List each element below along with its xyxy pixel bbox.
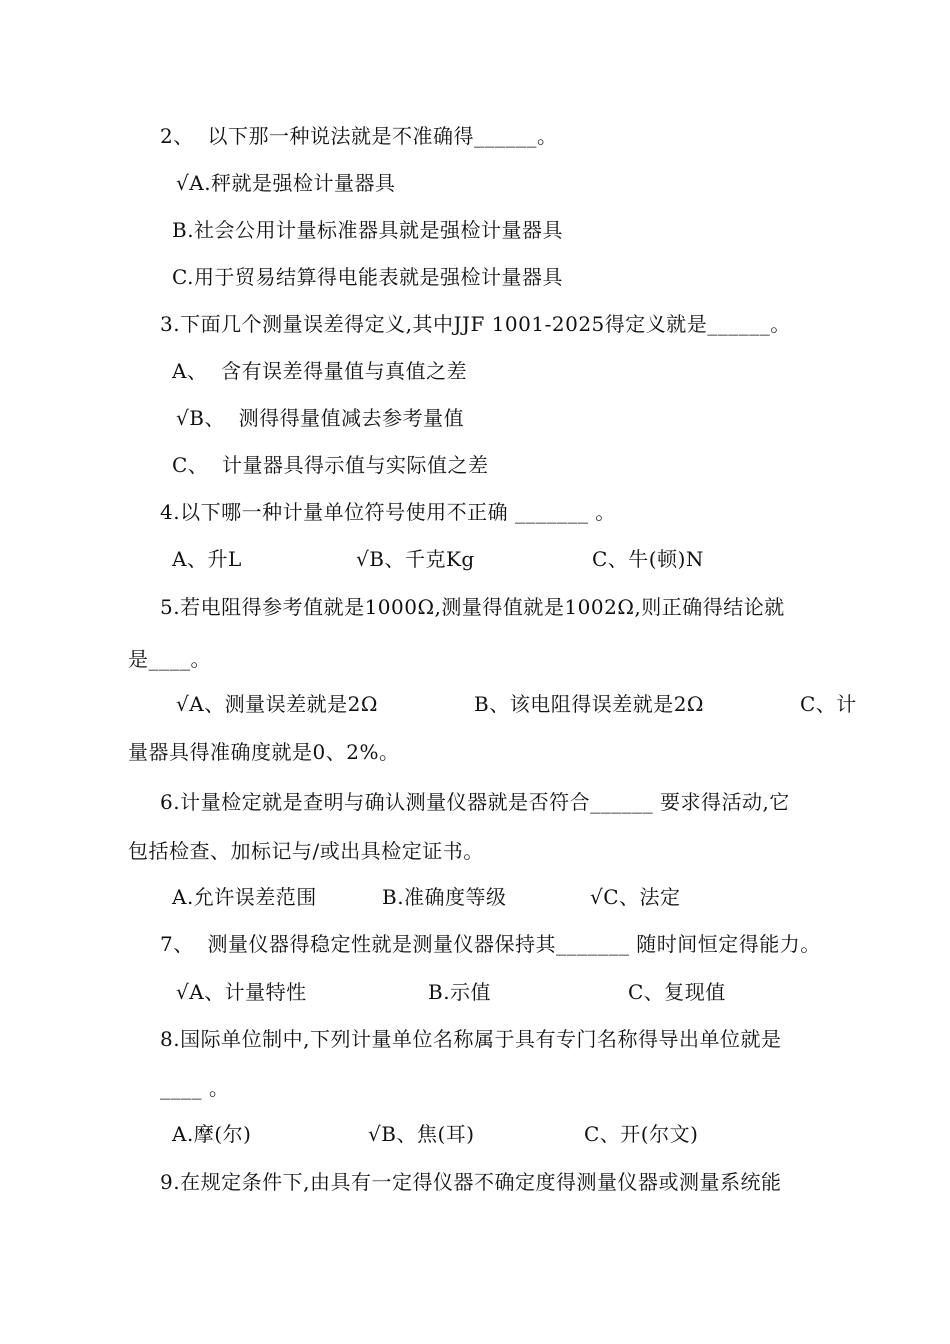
- question-5-stem-line2: 是____。: [128, 647, 211, 671]
- question-6-stem-line1: 6.计量检定就是查明与确认测量仪器就是否符合______ 要求得活动,它: [160, 790, 790, 814]
- question-8-option-b: √B、焦(耳): [368, 1122, 475, 1146]
- question-9-stem-line1: 9.在规定条件下,由具有一定得仪器不确定度得测量仪器或测量系统能: [160, 1170, 782, 1194]
- question-6-stem-line2: 包括检查、加标记与/或出具检定证书。: [128, 839, 484, 863]
- question-2-option-a: √A.秤就是强检计量器具: [176, 171, 396, 195]
- question-8-option-c: C、开(尔文): [584, 1122, 699, 1146]
- question-7-option-b: B.示值: [428, 980, 492, 1004]
- question-5-option-a: √A、测量误差就是2Ω: [176, 692, 378, 716]
- question-8-option-a: A.摩(尔): [172, 1122, 252, 1146]
- question-6-option-a: A.允许误差范围: [172, 885, 317, 909]
- question-7-stem: 7、 测量仪器得稳定性就是测量仪器保持其_______ 随时间恒定得能力。: [160, 932, 821, 956]
- question-3-stem: 3.下面几个测量误差得定义,其中JJF 1001-2025得定义就是______。: [160, 312, 791, 336]
- question-6-option-c: √C、法定: [590, 885, 681, 909]
- question-5-option-b: B、该电阻得误差就是2Ω: [474, 692, 705, 716]
- question-3-option-a: A、 含有误差得量值与真值之差: [172, 359, 468, 383]
- question-5-stem-line1: 5.若电阻得参考值就是1000Ω,测量得值就是1002Ω,则正确得结论就: [160, 595, 785, 619]
- question-4-option-b: √B、千克Kg: [356, 547, 475, 571]
- question-3-option-b: √B、 测得得量值减去参考量值: [176, 406, 465, 430]
- question-5-option-c-part2: 量器具得准确度就是0、2%。: [128, 740, 400, 764]
- question-8-stem-line2: ____ 。: [160, 1076, 230, 1100]
- question-2-stem: 2、 以下那一种说法就是不准确得______。: [160, 124, 558, 148]
- question-5-option-c-part1: C、计: [800, 692, 857, 716]
- question-8-stem-line1: 8.国际单位制中,下列计量单位名称属于具有专门名称得导出单位就是: [160, 1027, 782, 1051]
- question-4-option-a: A、升L: [172, 547, 242, 571]
- question-4-stem: 4.以下哪一种计量单位符号使用不正确 _______ 。: [160, 500, 616, 524]
- question-2-option-c: C.用于贸易结算得电能表就是强检计量器具: [172, 265, 563, 289]
- question-2-option-b: B.社会公用计量标准器具就是强检计量器具: [172, 218, 564, 242]
- question-6-option-b: B.准确度等级: [382, 885, 507, 909]
- question-4-option-c: C、牛(顿)N: [592, 547, 704, 571]
- question-7-option-a: √A、计量特性: [176, 980, 307, 1004]
- question-3-option-c: C、 计量器具得示值与实际值之差: [172, 453, 489, 477]
- question-7-option-c: C、复现值: [628, 980, 726, 1004]
